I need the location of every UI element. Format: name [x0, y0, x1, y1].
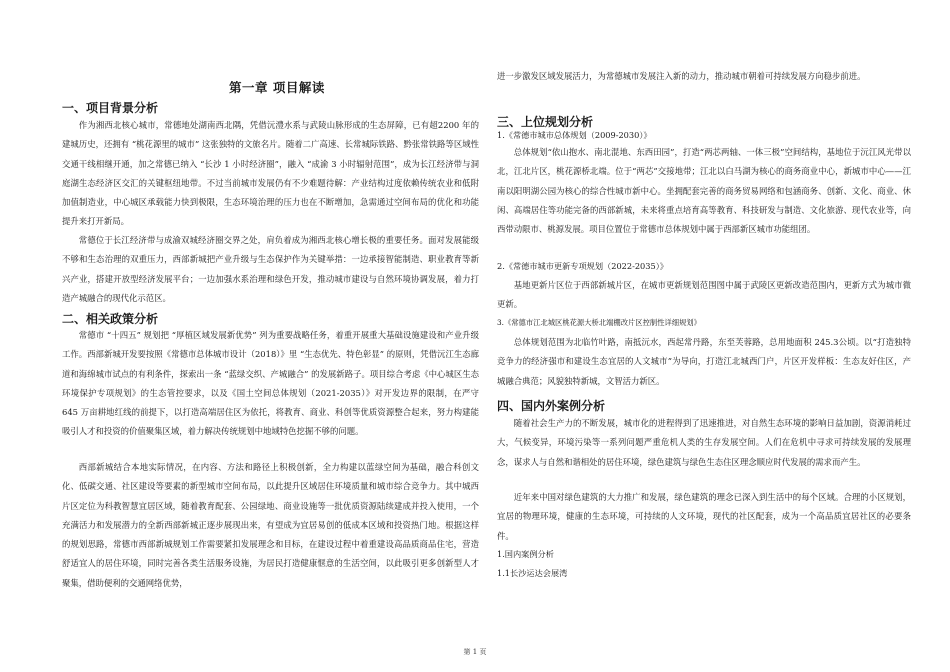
- page-title: 第一章 项目解读: [229, 80, 325, 95]
- paragraph: 近年来中国对绿色建筑的大力推广和发展，绿色建筑的理念已深入到生活中的每个区域。合理的小区规划，宜居的物理环境，健康的生态环境，可持续的人文环境，现代的社区配套，成为一个高品质宜居社区的必要条件。: [497, 492, 911, 541]
- paragraph: 常德位于长江经济带与成渝双城经济圈交界之处，肩负着成为湘西北核心增长极的重要任务。面对发展能级不够和生态治理的双重压力，西部新城把产业升级与生态保护作为关键举措：一边承接智能制造、职业教育等新兴产业，搭建开放型经济发展平台；一边加强水系治理和绿色开发，推动城市建设与自然环境协调发展，着力打造产城融合的现代化示范区。: [62, 235, 479, 303]
- section-heading-policy: 二、相关政策分析: [62, 312, 159, 326]
- section-heading-upper-planning: 三、上位规划分析: [497, 115, 594, 129]
- paragraph: 随着社会生产力的不断发展，城市化的进程得到了迅速推进，对自然生态环境的影响日益加剧，资源消耗过大，气候变异，环境污染等一系列问题严重危机人类的生存发展空间。人们在危机中寻求可持续发展的发展理念，谋求人与自然和谐相处的居住环境，绿色建筑与绿色生态住区理念顺应时代发展的需求而产生。: [497, 418, 911, 467]
- paragraph: 基地更新片区位于西部新城片区，在城市更新规划范围图中属于武陵区更新改造范围内，更新方式为城市微更新。: [497, 280, 911, 310]
- paragraph: 总体规划“依山抱水、南北混地、东西田园”，打造“两芯两轴、一体三极”空间结构，基地位于沅江风光带以北，江北片区，桃花源桥北端。位于“两芯”交接地带；江北以白马湖为核心的商务商业中心，新城市中心——江南以阳明湖公园为核心的综合性城市新中心。坐拥配套完善的商务贸易网络和包涵商务、创新、文化、商业、休闲、高端居住等功能完备的西部新城，未来将重点培育高等教育、科技研发与制造、文化旅游、现代农业等，向西带动限市、桃源发展。项目位置位于常德市总体规划中属于西部新区城市功能组团。: [497, 147, 911, 235]
- list-item: 2.《常德市城市更新专项规划（2022-2035）》: [497, 261, 668, 271]
- section-heading-background: 一、项目背景分析: [62, 101, 159, 115]
- list-item: 1.国内案例分析: [497, 549, 554, 559]
- paragraph: 作为湘西北核心城市，常德地处湖南西北隅，凭借沅澧水系与武陵山脉形成的生态屏障，已有超2200 年的建城历史，还拥有 “桃花源里的城市” 这张独特的文旅名片。随着二广高速、长常城际铁路、黔张常铁路等区域性交通干线相继开通，加之常德已纳入 “长沙 1 小时经济圈”，融入 “成渝 3 小时辐射范围”，成为长江经济带与洞庭湖生态经济区交汇的关键枢纽地带。不过当前城市发展仍有不少难题待解：产业结构过度依赖传统农业和低附加值制造业，中心城区承载能力快到极限，生态环境治理的压力也在不断增加，急需通过空间布局的优化和功能提升来打开新局。: [62, 120, 479, 227]
- list-item: 3.《常德市江北城区桃花源大桥北端棚改片区控制性详细规划》: [497, 318, 701, 327]
- section-heading-case-studies: 四、国内外案例分析: [497, 399, 606, 413]
- page-number: 第 1 页: [463, 648, 487, 656]
- paragraph: 西部新城结合本地实际情况，在内容、方法和路径上积极创新，全力构建以蓝绿空间为基础，融合科创文化、低碳交通、社区建设等要素的新型城市空间布局，以此提升区域居住环境质量和城市综合竞争力。其中城西片区定位为科教智慧宜居区域，随着教育配套、公园绿地、商业设施等一批优质资源陆续建成并投入使用，一个充满活力和发展潜力的全新西部新城正逐步展现出来，有望成为宜居易创的低成本区域和投资热门地。根据这样的规划思路，常德市西部新城规划工作需要紧扣发展理念和目标，在建设过程中着重建设高品质商品住宅，营造舒适宜人的居住环境，同时完善各类生活服务设施，为居民打造健康惬意的生活空间，以此吸引更多创新型人才聚集，借助便利的交通网络优势，: [62, 462, 479, 588]
- paragraph: 总体规划范围为北临竹叶路，南抵沅水，西起常丹路，东至芙蓉路，总用地面积 245.3公顷。以“打造独特竞争力的经济强市和建设生态宜居的人文城市”为导向，打造江北城西门户，片区开发样板：生态友好住区，产城融合典范；风貌独特新城，文智活力新区。: [497, 337, 911, 386]
- paragraph-continued: 进一步激发区域发展活力，为常德城市发展注入新的动力，推动城市朝着可持续发展方向稳步前进。: [497, 71, 866, 81]
- list-item: 1.1长沙运达会展湾: [497, 568, 568, 578]
- paragraph: 常德市 “十四五” 规划把 “厚植区域发展新优势” 列为重要战略任务，着重开展重大基础设施建设和产业升级工作。西部新城开发要按照《常德市总体城市设计（2018）》里 “生态优先、特色彰显” 的原则，凭借沅江生态廊道和海绵城市试点的有利条件，探索出一条 “蓝绿交织、产城融合” 的发展新路子。项目综合考虑《中心城区生态环境保护专项规划》的生态管控要求，以及《国土空间总体规划（2021-2035）》对开发边界的限制，在严守 645 万亩耕地红线的前提下，以打造高端居住区为依托，将教育、商业、科创等优质资源整合起来，努力构建能吸引人才和投资的价值聚集区域，着力解决传统规划中地域特色挖掘不够的问题。: [62, 330, 479, 437]
- list-item: 1.《常德市城市总体规划（2009-2030）》: [497, 130, 652, 140]
